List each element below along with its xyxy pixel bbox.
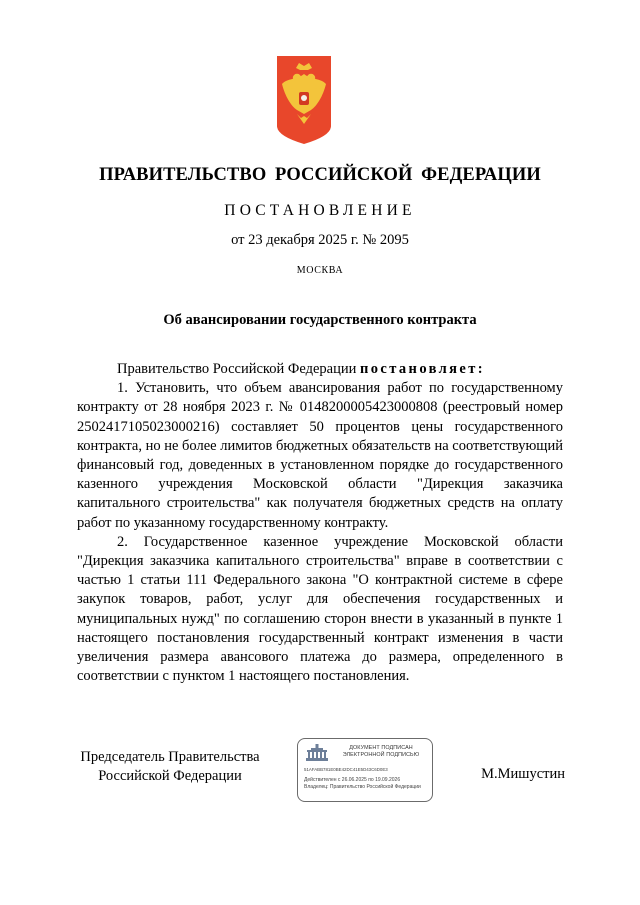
intro-paragraph [77,360,563,379]
government-building-icon [306,744,328,761]
signatory-position [70,748,270,786]
document-type: ПОСТАНОВЛЕНИЕ [224,202,416,219]
document-body [77,360,563,686]
signatory-name: М.Мишустин [481,766,565,782]
stamp-validity: Действителен с 26.06.2025 по 19.09.2026 [304,777,401,783]
stamp-title [332,745,430,758]
electronic-signature-stamp [297,738,433,802]
paragraph-1: 1. Установить, что объем авансирования работ по государственному контракту от 28 ноября 2023 г. № 0148200005423000808 (реестровый номер 2502417105023000216) составляет 50 процентов цены государственного контракта, но не более лимитов бюджетных обязательств на соответствующий финансовый год, доведенных в установленном порядке до государственного казенного учреждения Московской области "Дирекция заказчика капитального строительства" как получателя бюджетных средств на оплату работ по указанному государственному контракту. [77,380,563,531]
document-city: МОСКВА [296,265,344,276]
paragraph-2: 2. Государственное казенное учреждение Московской области "Дирекция заказчика капитального строительства" вправе в соответствии с частью 1 статьи 111 Федерального закона "О контрактной системе в сфере закупок товаров, работ, услуг для обеспечения государственных и муниципальных нужд" по соглашению сторон внести в указанный в пункте 1 настоящего постановления государственный контракт изменения в части увеличения размера авансового платежа до размера, определенного в соответствии с пунктом 1 настоящего постановления. [77,533,563,685]
signatory-position-line1: Председатель Правительства [80,749,260,765]
decree-verb: постановляет: [359,361,486,377]
document-date-number: от 23 декабря 2025 г. № 2095 [231,232,409,248]
stamp-certificate: 51AFABB781E0BE42DC41E5D43C6D0E3 [304,767,388,772]
stamp-title-line1: ДОКУМЕНТ ПОДПИСАН [349,745,413,751]
intro-prefix: Правительство Российской Федерации [117,361,360,377]
signatory-position-line2: Российской Федерации [98,768,242,784]
document-heading: Об авансировании государственного контракта [163,312,477,328]
stamp-title-line2: ЭЛЕКТРОННОЙ ПОДПИСЬЮ [342,751,420,758]
government-title: ПРАВИТЕЛЬСТВО РОССИЙСКОЙ ФЕДЕРАЦИИ [99,165,541,185]
russian-coat-of-arms-icon [277,56,331,144]
stamp-owner: Владелец: Правительство Российской Федерации [304,784,421,790]
